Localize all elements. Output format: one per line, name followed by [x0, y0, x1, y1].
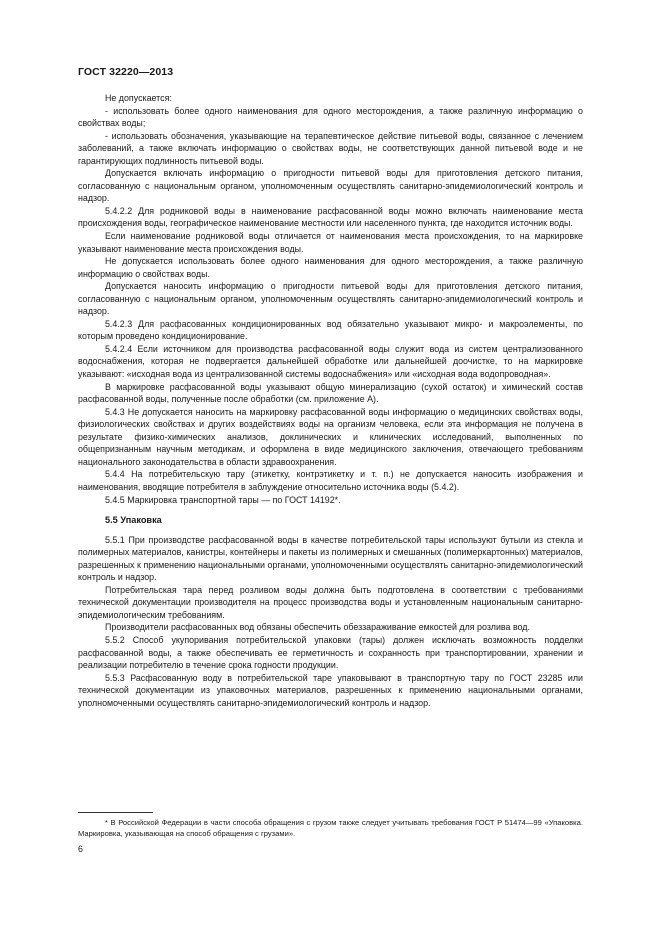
paragraph: Не допускается использовать более одного наименования для одного месторождения, а также различную информацию о свойствах воды.	[78, 256, 583, 279]
page-number: 6	[78, 844, 83, 854]
paragraph: 5.5.3 Расфасованную воду в потребительской таре упаковывают в транспортную тару по ГОСТ 23285 или технической документации из упаковочных материалов, разрешенных к применению национальными органами, уполномоченными осуществлять санитарно-эпидемиологический контроль и надзор.	[78, 672, 583, 708]
paragraph: Производители расфасованных вод обязаны обеспечить обеззараживание емкостей для розлива вод.	[105, 622, 530, 633]
paragraph: Не допускается:	[105, 93, 172, 103]
paragraph: Потребительская тара перед розливом воды должна быть подготовлена в соответствии с требованиями технической документации производителя на процесс производства воды и установленным национальным санитарно-эпидемиологическим требованиям.	[78, 584, 583, 620]
footnote: * В Российской Федерации в части способа обращения с грузом также следует учитывать требования ГОСТ Р 51474—99 «Упаковка. Маркировка, указывающая на способ обращения с грузами».	[78, 818, 583, 838]
paragraph: 5.4.2.4 Если источником для производства расфасованной воды служит вода из систем централизованного водоснабжения, которая не подвергается дальнейшей обработке или дальнейшей доочистке, то на маркировке указывают: «исходная вода из централизованной системы водоснабжения» или «исходная вода водопроводная».	[78, 343, 583, 380]
paragraph: 5.4.4 На потребительскую тару (этикетку, контрэтикетку и т. п.) не допускается наносить изображения и наименования, вводящие потребителя в заблуждение относительно источника воды (5.4.2).	[78, 469, 583, 492]
body-text	[78, 92, 583, 709]
footnote-divider	[78, 812, 153, 813]
document-header: ГОСТ 32220—2013	[78, 66, 174, 78]
paragraph: 5.5.2 Способ укупоривания потребительской упаковки (тары) должен исключать возможность подделки расфасованной воды, а также обеспечивать ее герметичность и сохранность при транспортировании, хранении и реализации потребителю в течение срока годности продукции.	[78, 634, 583, 671]
paragraph: Допускается наносить информацию о пригодности питьевой воды для приготовления детского питания, согласованную с национальным органом, уполномоченным осуществлять санитарно-эпидемиологический контроль и надзор.	[78, 281, 583, 317]
paragraph: - использовать обозначения, указывающие на терапевтическое действие питьевой воды, связанное с лечением заболеваний, а также включать информацию о свойствах воды, не соответствующих данной питьевой воде и не гарантирующих подлинность питьевой воды.	[78, 130, 583, 166]
paragraph: 5.4.2.2 Для родниковой воды в наименование расфасованной воды можно включать наименование места происхождения воды, географическое наименование местности или населенного пункта, где находится источник воды.	[78, 205, 583, 229]
paragraph: В маркировке расфасованной воды указывают общую минерализацию (сухой остаток) и химический состав расфасованной воды, полученные после обработки (см. приложение А).	[78, 381, 583, 405]
paragraph: 5.4.2.3 Для расфасованных кондиционированных вод обязательно указывают микро- и макроэлементы, по которым проведено кондиционирование.	[78, 318, 583, 342]
paragraph: 5.4.5 Маркировка транспортной тары — по ГОСТ 14192*.	[105, 494, 341, 505]
paragraph: Допускается включать информацию о пригодности питьевой воды для приготовления детского питания, согласованную с национальным органом, уполномоченным осуществлять санитарно-эпидемиологический контроль и надзор.	[78, 168, 583, 204]
section-title: 5.5 Упаковка	[105, 515, 162, 526]
paragraph: 5.5.1 При производстве расфасованной воды в качестве потребительской тары используют бутыли из стекла и полимерных материалов, канистры, контейнеры и пакеты из полимерных и смешанных (полимеркартонных) материалов, разрешенных к применению национальными органами, уполномоченными осуществлять санитарно-эпидемиологический контроль и надзор.	[78, 534, 583, 583]
paragraph: Если наименование родниковой воды отличается от наименования места происхождения, то на маркировке указывают наименование места происхождения воды.	[78, 231, 583, 254]
paragraph: - использовать более одного наименования для одного месторождения, а также различную информацию о свойствах воды;	[78, 105, 583, 129]
paragraph: 5.4.3 Не допускается наносить на маркировку расфасованной воды информацию о медицинских свойствах воды, физиологических свойствах и других воздействиях воды на организм человека, если эта информация не получена в результате физико-химических анализов, доклинических и клинических исследований, выполненных по общепризнанным научным методикам, и оформлена в виде медицинского заключения, отвечающего требованиям национального законодательства в области здравоохранения.	[78, 406, 583, 467]
